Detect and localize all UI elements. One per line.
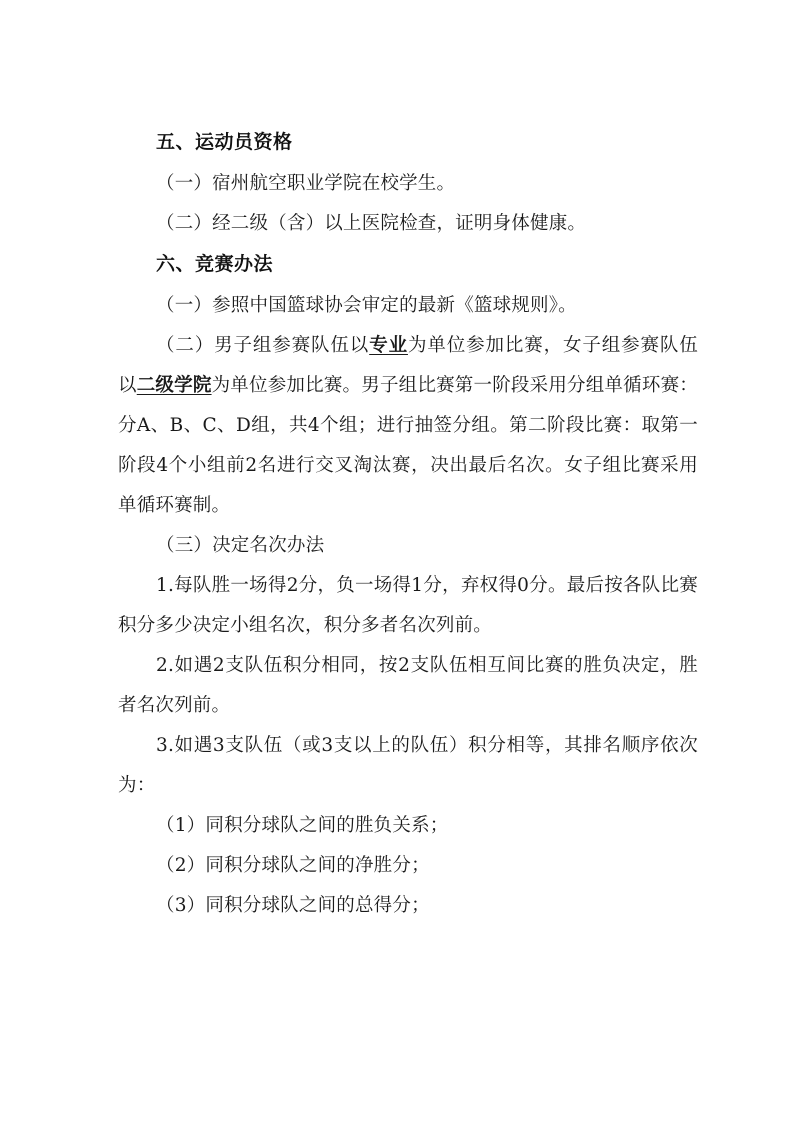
rule-item-1: 1.每队胜一场得2分，负一场得1分，弃权得0分。最后按各队比赛积分多少决定小组名次，积分多者名次列前。 bbox=[118, 575, 698, 636]
subrule-item-3: （3）同积分球队之间的总得分； bbox=[156, 895, 430, 916]
subrule-item-2: （2）同积分球队之间的净胜分； bbox=[156, 855, 430, 876]
section-heading-athlete-qualification: 五、运动员资格 bbox=[156, 131, 293, 153]
rule-item-2: 2.如遇2支队伍积分相同，按2支队伍相互间比赛的胜负决定，胜者名次列前。 bbox=[118, 655, 698, 716]
paragraph-5-2: （二）经二级（含）以上医院检查，证明身体健康。 bbox=[156, 213, 587, 234]
paragraph-6-2-part3: 为单位参加比赛。男子组比赛第一阶段采用分组单循环赛：分A、B、C、D组，共4个组；进行抽签分组。第二阶段比赛：取第一阶段4个小组前2名进行交叉淘汰赛，决出最后名次。女子组比赛采用单循环赛制。 bbox=[118, 375, 698, 516]
document-body bbox=[118, 122, 698, 926]
emphasis-secondary-college: 二级学院 bbox=[136, 375, 212, 396]
paragraph-6-2 bbox=[118, 326, 698, 526]
emphasis-major: 专业 bbox=[369, 335, 408, 356]
section-heading-competition-rules: 六、竞赛办法 bbox=[156, 253, 274, 275]
paragraph-6-1: （一）参照中国篮球协会审定的最新《篮球规则》。 bbox=[156, 295, 577, 316]
paragraph-5-1: （一）宿州航空职业学院在校学生。 bbox=[156, 173, 456, 194]
paragraph-6-2-part1: （二）男子组参赛队伍以 bbox=[156, 335, 370, 356]
rule-item-3: 3.如遇3支队伍（或3支以上的队伍）积分相等，其排名顺序依次为： bbox=[118, 735, 698, 796]
paragraph-6-2-part2: 为单位参加比赛，女子组参赛队伍以 bbox=[118, 335, 698, 396]
subrule-item-1: （1）同积分球队之间的胜负关系； bbox=[156, 815, 449, 836]
paragraph-6-3-title: （三）决定名次办法 bbox=[156, 535, 325, 556]
